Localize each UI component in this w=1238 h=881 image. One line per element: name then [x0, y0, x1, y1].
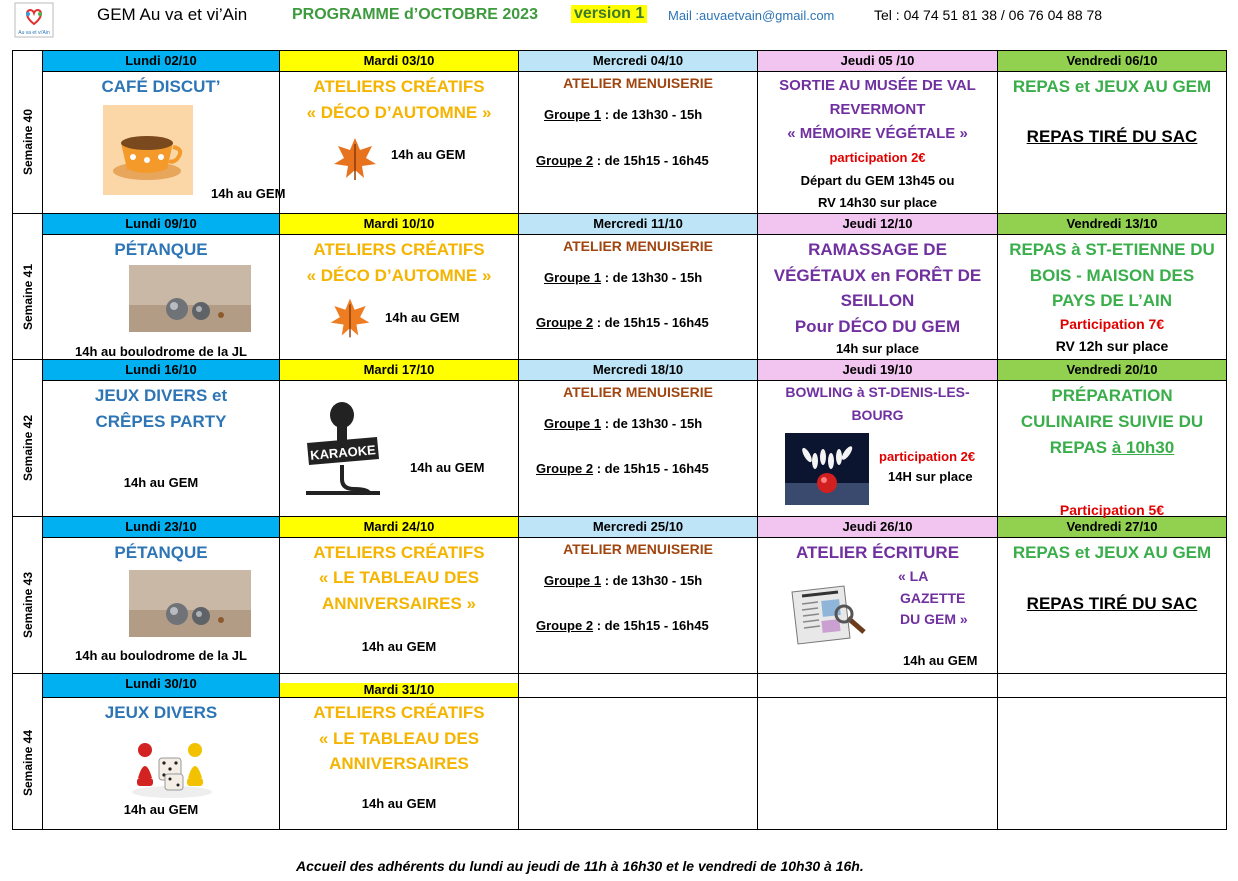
autumn-leaf-icon [324, 295, 376, 346]
day-header: Lundi 16/10 [43, 360, 280, 381]
board-game-pieces-icon [129, 734, 215, 805]
activity-info: 14h au GEM [123, 802, 199, 817]
activity-price: Participation 7€ [1059, 316, 1165, 332]
activity-subtitle: DU GEM » [900, 611, 968, 627]
activity-cell [43, 235, 280, 360]
footer-note: Accueil des adhérents du lundi au jeudi de 11h à 16h30 et le vendredi de 10h30 à 16h. [296, 858, 864, 874]
activity-cell [758, 381, 998, 517]
activity-cell [758, 235, 998, 360]
page-header [0, 0, 1238, 40]
day-header-cell [280, 674, 519, 698]
day-header: Mercredi 11/10 [519, 214, 758, 235]
activity-cell [519, 235, 758, 360]
week-label-cell [13, 214, 43, 235]
activity-cell [280, 698, 519, 830]
group-2: Groupe 2 : de 15h15 - 16h45 [536, 461, 709, 476]
activity-title: ATELIER MENUISERIE [563, 541, 713, 557]
empty-cell [758, 674, 998, 698]
activity-subtitle: REPAS TIRÉ DU SAC [1026, 594, 1198, 613]
group-1: Groupe 1 : de 13h30 - 15h [544, 107, 703, 122]
day-header: Jeudi 12/10 [758, 214, 998, 235]
day-header: Jeudi 05 /10 [758, 51, 998, 72]
newspaper-icon [788, 582, 868, 653]
petanque-balls-icon [129, 570, 251, 642]
activity-cell [758, 538, 998, 674]
activity-title: REPAS et JEUX AU GEM [1012, 77, 1212, 96]
activity-info: RV 14h30 sur place [818, 195, 937, 210]
activity-subtitle: « LA [898, 568, 929, 584]
day-header: Mardi 31/10 [280, 683, 518, 697]
activity-title: PÉTANQUE [114, 240, 208, 259]
petanque-balls-icon [129, 265, 251, 337]
activity-cell [43, 698, 280, 830]
activity-title: CULINAIRE SUIVIE DU [1020, 412, 1204, 431]
activity-info: RV 12h sur place [1055, 338, 1169, 354]
empty-cell [998, 698, 1227, 830]
activity-info: 14h au GEM [361, 796, 437, 811]
activity-info: 14H sur place [888, 469, 973, 484]
activity-info: 14h au boulodrome de la JL [75, 648, 247, 663]
week-label-cell [13, 517, 43, 538]
activity-subtitle: « DÉCO D’AUTOMNE » [306, 103, 492, 122]
day-header: Jeudi 26/10 [758, 517, 998, 538]
activity-subtitle: ANNIVERSAIRES » [322, 594, 476, 613]
activity-subtitle: ANNIVERSAIRES [329, 754, 469, 773]
activity-subtitle: « MÉMOIRE VÉGÉTALE » [787, 125, 968, 142]
activity-subtitle: « LE TABLEAU DES [318, 568, 480, 587]
activity-info: 14h sur place [835, 341, 920, 356]
day-header: Lundi 02/10 [43, 51, 280, 72]
week-label-cell [13, 360, 43, 381]
bowling-icon [785, 433, 869, 510]
activity-info: 14h au GEM [410, 460, 485, 475]
activity-price: participation 2€ [829, 150, 926, 165]
activity-cell [519, 381, 758, 517]
day-header: Vendredi 06/10 [998, 51, 1227, 72]
activity-info: 14h au GEM [211, 186, 286, 201]
activity-title: CRÊPES PARTY [95, 412, 227, 431]
activity-title: PRÉPARATION [1051, 386, 1173, 405]
activity-title: REVERMONT [829, 101, 926, 118]
activity-cell [280, 72, 519, 214]
day-header: Mardi 17/10 [280, 360, 519, 381]
activity-title: ATELIER MENUISERIE [563, 238, 713, 254]
activity-title: SEILLON [840, 291, 915, 310]
activity-subtitle: GAZETTE [900, 590, 966, 606]
activity-title: ATELIERS CRÉATIFS [313, 240, 485, 259]
week-label-cell [13, 51, 43, 72]
activity-subtitle: « LE TABLEAU DES [318, 729, 480, 748]
activity-info: 14h au boulodrome de la JL [75, 344, 247, 359]
activity-title: ATELIER MENUISERIE [563, 75, 713, 91]
group-2: Groupe 2 : de 15h15 - 16h45 [536, 153, 709, 168]
activity-title: ATELIERS CRÉATIFS [313, 77, 485, 96]
activity-info: 14h au GEM [391, 147, 466, 162]
week-label: Semaine 40 [13, 72, 43, 214]
week-label: Semaine 44 [13, 698, 43, 830]
program-table [12, 50, 1227, 830]
activity-title: CAFÉ DISCUT’ [101, 77, 221, 96]
coffee-cup-icon [103, 105, 193, 200]
group-2: Groupe 2 : de 15h15 - 16h45 [536, 618, 709, 633]
activity-cell [280, 235, 519, 360]
activity-cell [280, 381, 519, 517]
header-tel: Tel : 04 74 51 81 38 / 06 76 04 88 78 [874, 7, 1103, 23]
activity-price: participation 2€ [879, 449, 976, 464]
activity-title: REPAS à ST-ETIENNE DU [1009, 240, 1215, 259]
header-version: version 1 [571, 5, 647, 23]
group-2: Groupe 2 : de 15h15 - 16h45 [536, 315, 709, 330]
activity-title: PÉTANQUE [114, 543, 208, 562]
activity-title: ATELIERS CRÉATIFS [313, 703, 485, 722]
day-header: Mercredi 25/10 [519, 517, 758, 538]
activity-title: BOURG [851, 407, 904, 423]
activity-subtitle: REPAS TIRÉ DU SAC [1026, 127, 1198, 146]
activity-cell [519, 538, 758, 674]
day-header: Mercredi 04/10 [519, 51, 758, 72]
activity-cell [43, 538, 280, 674]
day-header: Lundi 09/10 [43, 214, 280, 235]
activity-cell [998, 538, 1227, 674]
header-program: PROGRAMME d’OCTOBRE 2023 [292, 6, 538, 23]
activity-title: BOWLING à ST-DENIS-LES- [785, 384, 970, 400]
activity-subtitle: « DÉCO D’AUTOMNE » [306, 266, 492, 285]
activity-info: 14h au GEM [361, 639, 437, 654]
autumn-leaf-icon [330, 134, 380, 189]
activity-title: JEUX DIVERS et [94, 386, 228, 405]
activity-cell [519, 72, 758, 214]
svg-text:KARAOKE: KARAOKE [309, 442, 377, 463]
day-header: Vendredi 20/10 [998, 360, 1227, 381]
logo-icon [14, 2, 54, 38]
activity-price: Participation 5€ [1059, 502, 1165, 518]
week-label-cell [13, 674, 43, 698]
activity-title: SORTIE AU MUSÉE DE VAL [779, 77, 976, 94]
day-header: Vendredi 13/10 [998, 214, 1227, 235]
group-1: Groupe 1 : de 13h30 - 15h [544, 573, 703, 588]
activity-cell [43, 72, 286, 214]
activity-info: 14h au GEM [385, 310, 460, 325]
day-header: Lundi 30/10 [43, 674, 280, 698]
empty-cell [519, 698, 758, 830]
activity-title: ATELIER ÉCRITURE [795, 543, 960, 562]
activity-title: BOIS - MAISON DES [1029, 266, 1195, 285]
activity-cell [998, 72, 1227, 214]
day-header: Mercredi 18/10 [519, 360, 758, 381]
week-label: Semaine 41 [13, 235, 43, 360]
group-1: Groupe 1 : de 13h30 - 15h [544, 416, 703, 431]
header-title: GEM Au va et vi’Ain [97, 5, 248, 24]
activity-info: 14h au GEM [123, 475, 199, 490]
group-1: Groupe 1 : de 13h30 - 15h [544, 270, 703, 285]
header-mail[interactable]: Mail :auvaetvain@gmail.com [668, 8, 835, 23]
activity-cell [280, 538, 519, 674]
day-header: Mardi 24/10 [280, 517, 519, 538]
empty-cell [519, 674, 758, 698]
activity-info: Départ du GEM 13h45 ou [800, 173, 955, 188]
activity-cell [758, 72, 998, 214]
activity-title: REPAS et JEUX AU GEM [1012, 543, 1212, 562]
activity-title: RAMASSAGE DE [808, 240, 947, 259]
activity-info: 14h au GEM [903, 653, 978, 668]
activity-title: REPAS à 10h30 [1049, 438, 1175, 457]
svg-text:Au va et vi'Ain: Au va et vi'Ain [18, 30, 50, 36]
week-label: Semaine 42 [13, 381, 43, 517]
activity-title: VÉGÉTAUX en FORÊT DE [773, 266, 982, 285]
day-header: Vendredi 27/10 [998, 517, 1227, 538]
day-header: Lundi 23/10 [43, 517, 280, 538]
activity-title: ATELIER MENUISERIE [563, 384, 713, 400]
day-header: Mardi 03/10 [280, 51, 519, 72]
day-header: Jeudi 19/10 [758, 360, 998, 381]
day-header: Mardi 10/10 [280, 214, 519, 235]
activity-cell [998, 235, 1227, 360]
karaoke-microphone-icon [304, 397, 382, 502]
activity-title: JEUX DIVERS [104, 703, 218, 722]
activity-cell [43, 381, 280, 517]
activity-subtitle: Pour DÉCO DU GEM [794, 317, 961, 336]
activity-cell [998, 381, 1227, 517]
empty-cell [998, 674, 1227, 698]
activity-title: PAYS DE L’AIN [1052, 291, 1172, 310]
empty-cell [758, 698, 998, 830]
week-label: Semaine 43 [13, 538, 43, 674]
activity-title: ATELIERS CRÉATIFS [313, 543, 485, 562]
